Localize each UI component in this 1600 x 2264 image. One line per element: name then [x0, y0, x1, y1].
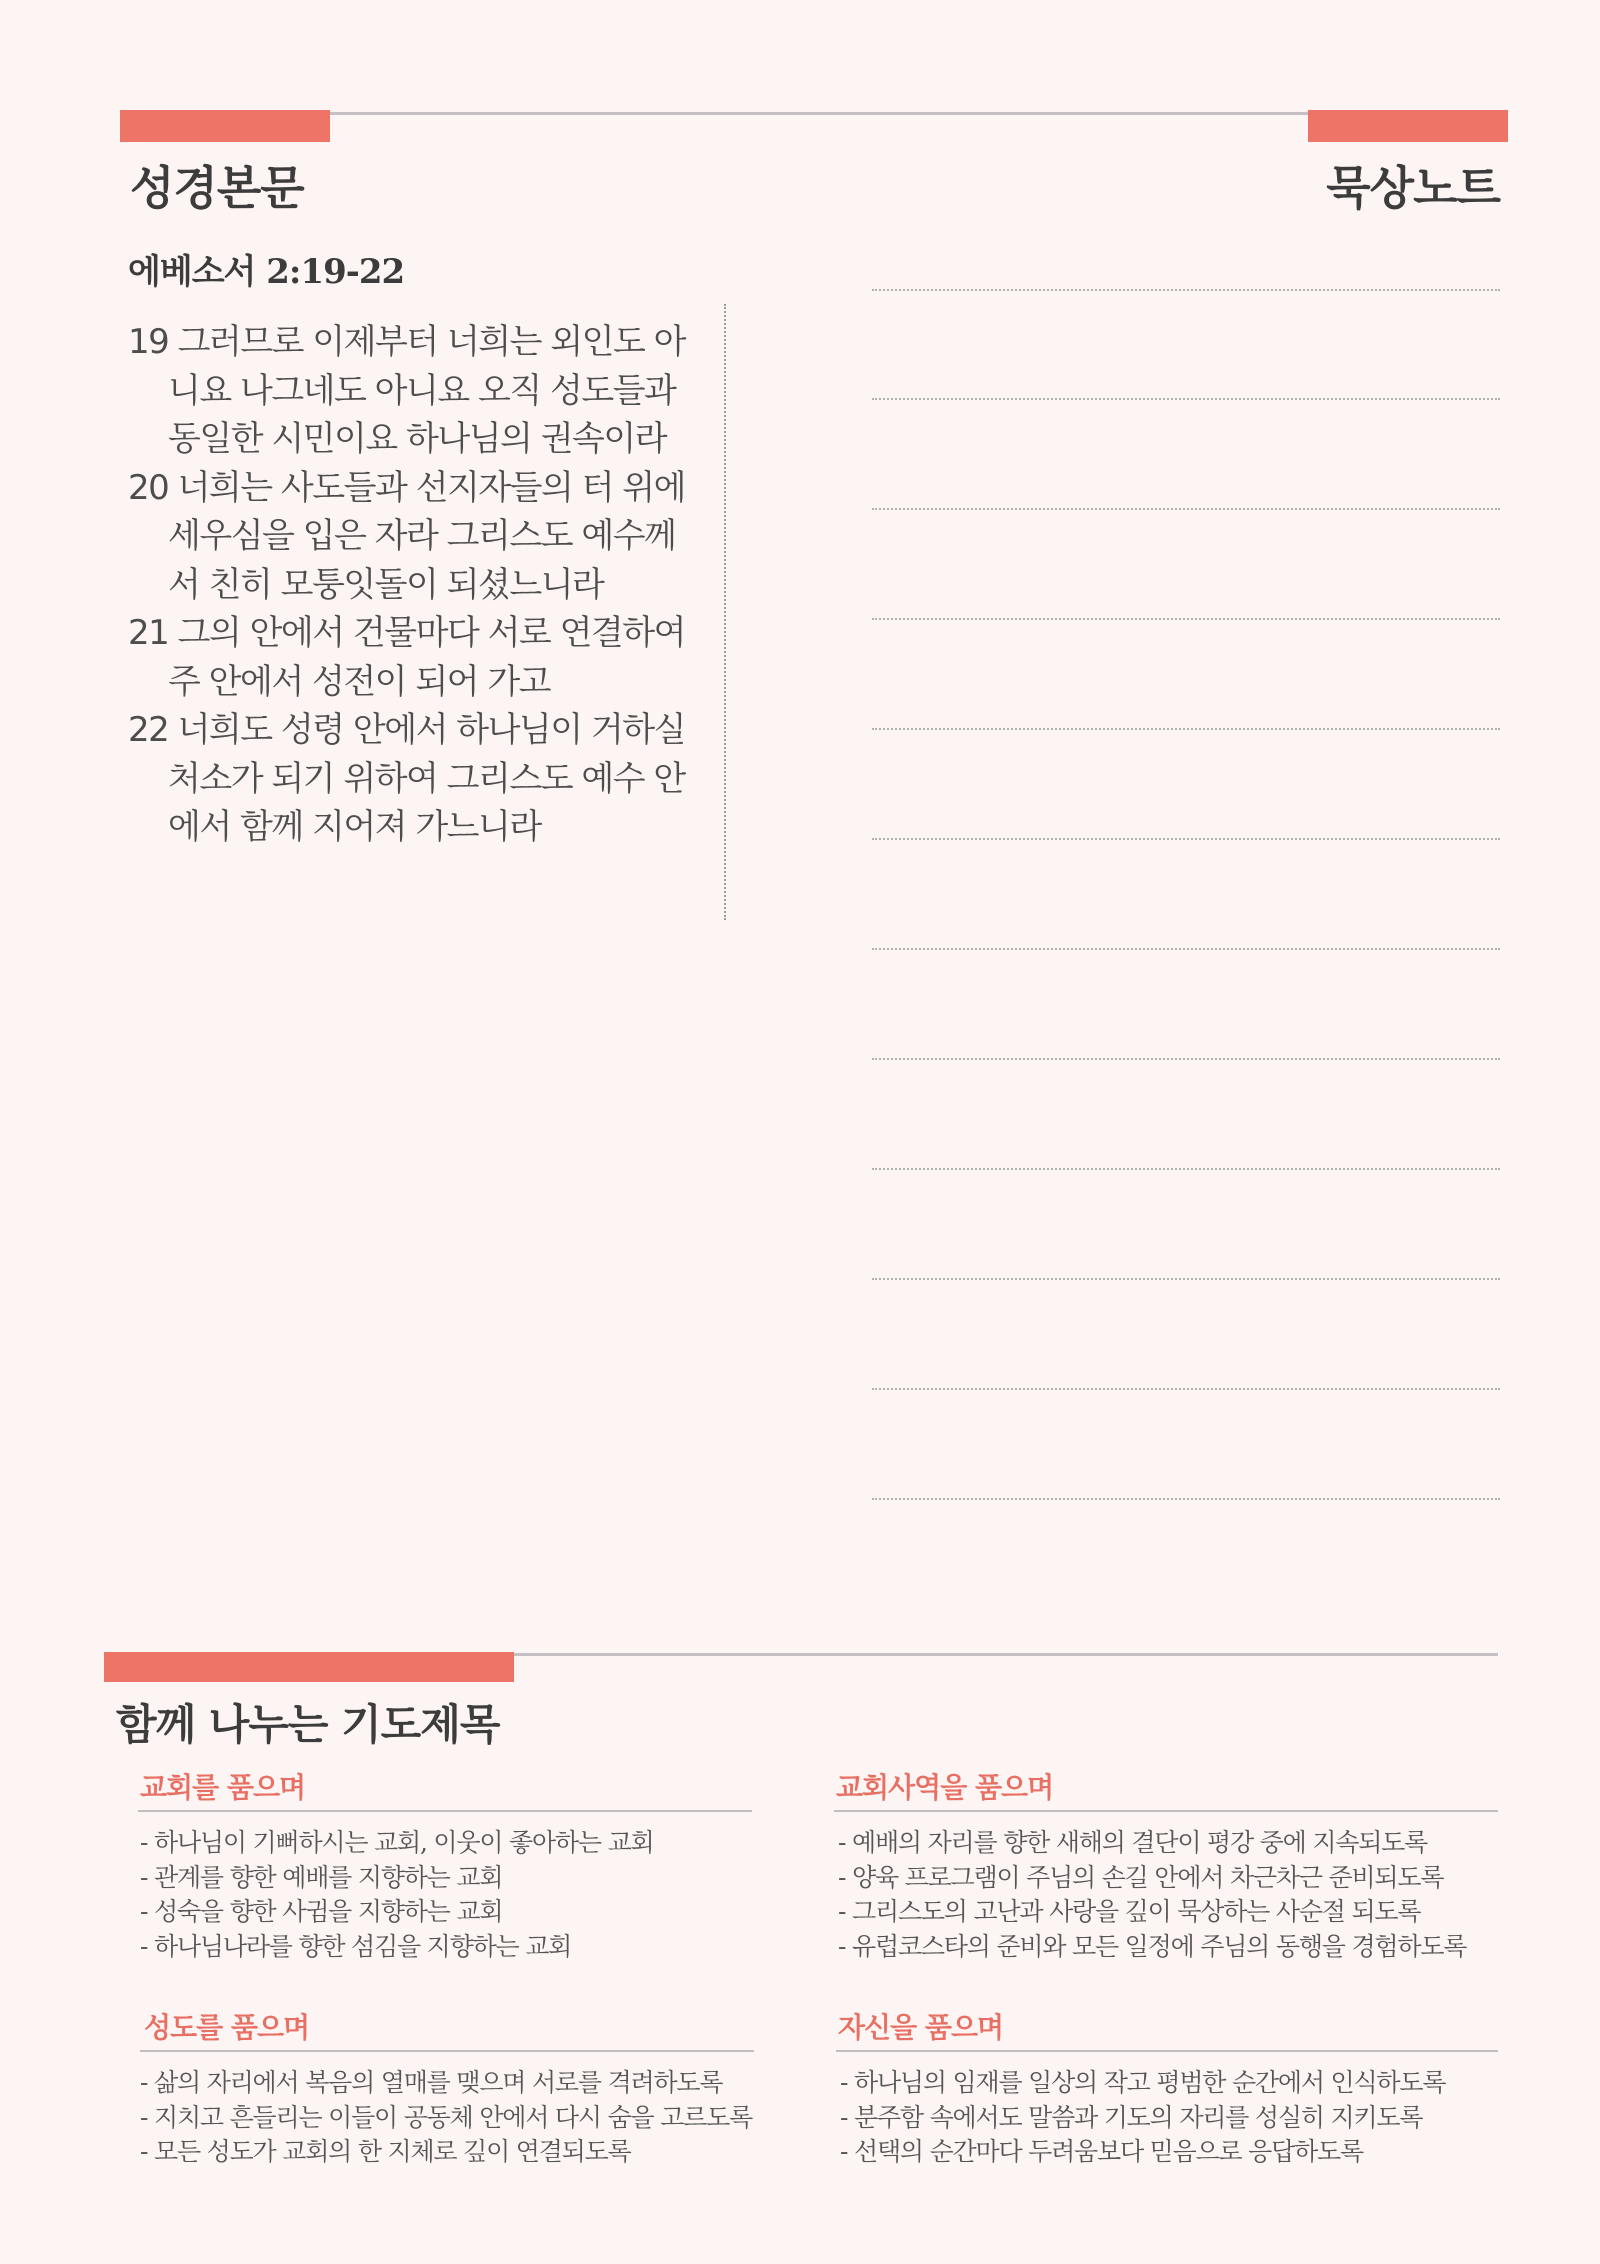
- list-item: - 하나님이 기뻐하시는 교회, 이웃이 좋아하는 교회: [140, 1828, 654, 1857]
- note-line[interactable]: [872, 948, 1500, 950]
- scripture-verse: 22 너희도 성령 안에서 하나님이 거하실 처소가 되기 위하여 그리스도 예수 안에서 함께 지어져 가느니라: [128, 710, 685, 847]
- scripture-verse: 19 그러므로 이제부터 너희는 외인도 아니요 나그네도 아니요 오직 성도들과 동일한 시민이요 하나님의 권속이라: [128, 322, 685, 459]
- note-line[interactable]: [872, 838, 1500, 840]
- list-item: - 지치고 흔들리는 이들이 공동체 안에서 다시 숨을 고르도록: [140, 2102, 753, 2132]
- note-line[interactable]: [872, 1498, 1500, 1500]
- prayer-heading-members: 성도를 품으며: [144, 2011, 310, 2044]
- column-divider: [724, 304, 726, 920]
- prayer-list-ministry: [838, 1826, 1466, 1964]
- note-line[interactable]: [872, 398, 1500, 400]
- prayer-accent: [104, 1652, 514, 1682]
- list-item: - 관계를 향한 예배를 지향하는 교회: [140, 1862, 503, 1892]
- list-item: - 분주함 속에서도 말씀과 기도의 자리를 성실히 지키도록: [840, 2102, 1423, 2132]
- prayer-list-church: [140, 1826, 653, 1964]
- list-item: - 모든 성도가 교회의 한 지체로 깊이 연결되도록: [140, 2137, 631, 2166]
- list-item: - 하나님나라를 향한 섬김을 지향하는 교회: [140, 1931, 572, 1961]
- prayer-heading-rule: [834, 1810, 1498, 1812]
- note-line[interactable]: [872, 1278, 1500, 1280]
- prayer-heading-ministry: 교회사역을 품으며: [836, 1771, 1054, 1804]
- note-line[interactable]: [872, 289, 1500, 291]
- list-item: - 유럽코스타의 준비와 모든 일정에 주님의 동행을 경험하도록: [838, 1931, 1467, 1961]
- list-item: - 선택의 순간마다 두려움보다 믿음으로 응답하도록: [840, 2137, 1363, 2166]
- note-line[interactable]: [872, 618, 1500, 620]
- prayer-section-title: 함께 나누는 기도제목: [116, 1700, 500, 1749]
- note-line[interactable]: [872, 1058, 1500, 1060]
- prayer-list-self: [840, 2066, 1445, 2170]
- list-item: - 양육 프로그램이 주님의 손길 안에서 차근차근 준비되도록: [838, 1862, 1444, 1892]
- prayer-heading-self: 자신을 품으며: [838, 2011, 1004, 2044]
- list-item: - 하나님의 임재를 일상의 작고 평범한 순간에서 인식하도록: [840, 2068, 1446, 2097]
- note-line[interactable]: [872, 728, 1500, 730]
- scripture-section-title: 성경본문: [130, 161, 304, 215]
- scripture-verse: 20 너희는 사도들과 선지자들의 터 위에 세우심을 입은 자라 그리스도 예수께서 친히 모퉁잇돌이 되셨느니라: [128, 467, 685, 605]
- prayer-list-members: [140, 2066, 752, 2170]
- prayer-heading-rule: [140, 2050, 754, 2052]
- note-line[interactable]: [872, 1388, 1500, 1390]
- prayer-heading-church: 교회를 품으며: [140, 1771, 306, 1804]
- meditation-notes-title: 묵상노트: [1326, 161, 1500, 215]
- list-item: - 그리스도의 고난과 사랑을 깊이 묵상하는 사순절 되도록: [838, 1897, 1421, 1926]
- note-line[interactable]: [872, 1168, 1500, 1170]
- list-item: - 삶의 자리에서 복음의 열매를 맺으며 서로를 격려하도록: [140, 2068, 723, 2097]
- scripture-reference: 에베소서 2:19-22: [128, 252, 405, 292]
- header-accent-right: [1308, 110, 1508, 142]
- note-line[interactable]: [872, 508, 1500, 510]
- list-item: - 성숙을 향한 사귐을 지향하는 교회: [140, 1897, 503, 1926]
- scripture-text: [128, 318, 698, 852]
- prayer-heading-rule: [836, 2050, 1498, 2052]
- header-accent-left: [120, 110, 330, 142]
- list-item: - 예배의 자리를 향한 새해의 결단이 평강 중에 지속되도록: [838, 1828, 1428, 1857]
- scripture-verse: 21 그의 안에서 건물마다 서로 연결하여 주 안에서 성전이 되어 가고: [128, 613, 685, 702]
- prayer-heading-rule: [138, 1810, 752, 1812]
